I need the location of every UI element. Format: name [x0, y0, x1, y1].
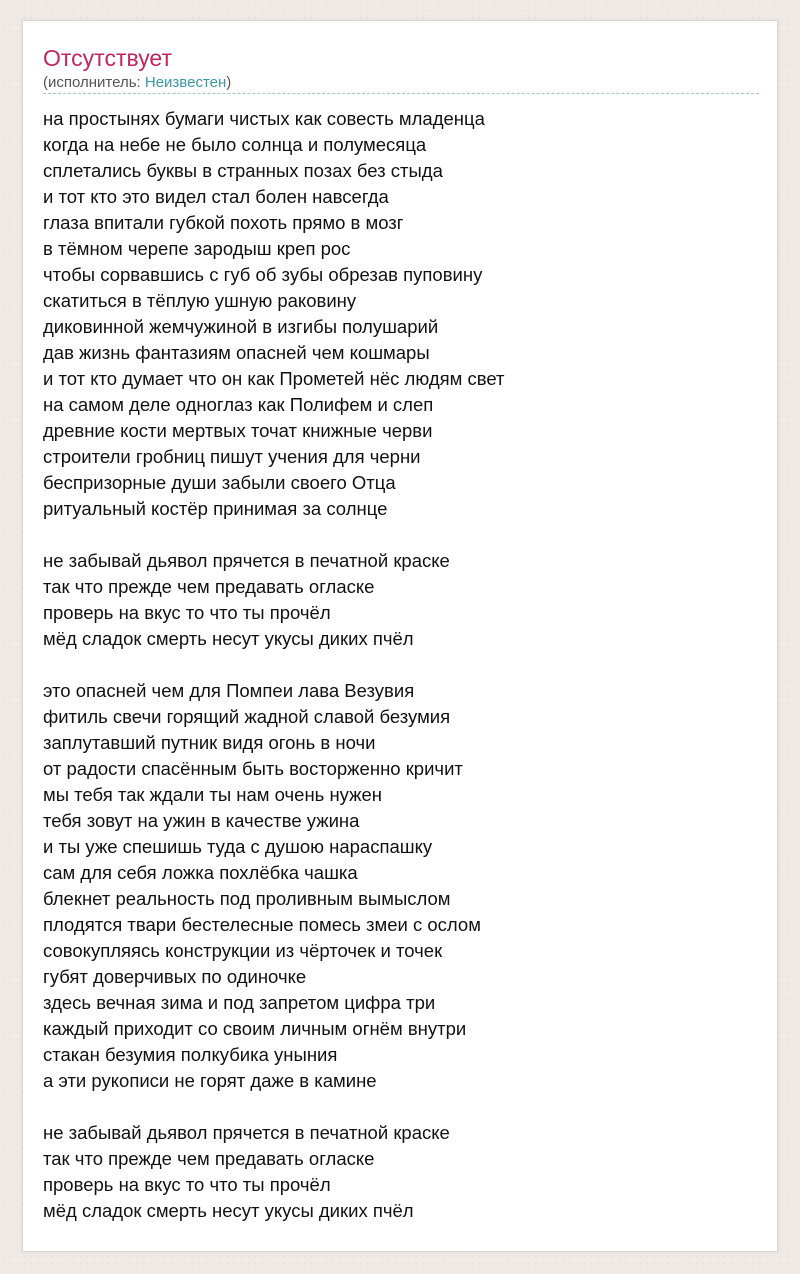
lyric-line: строители гробниц пишут учения для черни	[43, 446, 421, 467]
artist-line	[43, 73, 231, 93]
lyric-line: сплетались буквы в странных позах без стыда	[43, 160, 443, 181]
lyric-line: когда на небе не было солнца и полумесяца	[43, 134, 427, 155]
lyric-line: и ты уже спешишь туда с душою нараспашку	[43, 836, 433, 857]
lyric-line: каждый приходит со своим личным огнём внутри	[43, 1018, 467, 1039]
lyric-line: заплутавший путник видя огонь в ночи	[43, 732, 376, 753]
lyric-line: не забывай дьявол прячется в печатной краске	[43, 550, 450, 571]
lyric-line: это опасней чем для Помпеи лава Везувия	[43, 680, 415, 701]
lyric-line: фитиль свечи горящий жадной славой безумия	[43, 706, 451, 727]
lyric-line: тебя зовут на ужин в качестве ужина	[43, 810, 360, 831]
lyric-line: плодятся твари бестелесные помесь змеи с ослом	[43, 914, 481, 935]
lyric-line: в тёмном черепе зародыш креп рос	[43, 238, 351, 259]
lyric-line: от радости спасённым быть восторженно кричит	[43, 758, 463, 779]
artist-prefix: (исполнитель:	[43, 74, 145, 91]
lyric-line: древние кости мертвых точат книжные черви	[43, 420, 433, 441]
lyric-line: дав жизнь фантазиям опасней чем кошмары	[43, 342, 430, 363]
artist-link[interactable]: Неизвестен	[144, 74, 227, 91]
lyric-line: диковинной жемчужиной в изгибы полушарий	[43, 316, 439, 337]
title-divider	[43, 93, 759, 94]
lyric-line: мы тебя так ждали ты нам очень нужен	[43, 784, 382, 805]
lyric-line: на самом деле одноглаз как Полифем и слеп	[43, 394, 434, 415]
lyric-line: мёд сладок смерть несут укусы диких пчёл	[43, 1200, 414, 1221]
lyric-line: блекнет реальность под проливным вымыслом	[43, 888, 451, 909]
stanza	[43, 678, 763, 1094]
lyric-line: не забывай дьявол прячется в печатной краске	[43, 1122, 450, 1143]
stanza	[43, 1120, 763, 1224]
lyric-line: здесь вечная зима и под запретом цифра три	[43, 992, 436, 1013]
lyric-line: на простынях бумаги чистых как совесть младенца	[43, 108, 485, 129]
artist-suffix: )	[226, 74, 232, 91]
lyric-line: чтобы сорвавшись с губ об зубы обрезав пуповину	[43, 264, 483, 285]
lyric-line: беспризорные души забыли своего Отца	[43, 472, 396, 493]
lyric-line: и тот кто это видел стал болен навсегда	[43, 186, 389, 207]
lyric-line: проверь на вкус то что ты прочёл	[43, 1174, 331, 1195]
lyrics-text	[43, 106, 763, 1224]
lyric-line: совокупляясь конструкции из чёрточек и точек	[43, 940, 443, 961]
lyric-line: а эти рукописи не горят даже в камине	[43, 1070, 377, 1091]
lyric-line: и тот кто думает что он как Прометей нёс людям свет	[43, 368, 505, 389]
lyric-line: так что прежде чем предавать огласке	[43, 1148, 375, 1169]
lyrics-card	[22, 20, 778, 1252]
lyric-line: проверь на вкус то что ты прочёл	[43, 602, 331, 623]
lyric-line: губят доверчивых по одиночке	[43, 966, 307, 987]
lyric-line: так что прежде чем предавать огласке	[43, 576, 375, 597]
stanza	[43, 106, 763, 522]
lyric-line: сам для себя ложка похлёбка чашка	[43, 862, 358, 883]
lyric-line: мёд сладок смерть несут укусы диких пчёл	[43, 628, 414, 649]
lyric-line: скатиться в тёплую ушную раковину	[43, 290, 357, 311]
song-title: Отсутствует	[43, 45, 172, 71]
lyric-line: стакан безумия полкубика уныния	[43, 1044, 338, 1065]
lyric-line: глаза впитали губкой похоть прямо в мозг	[43, 212, 404, 233]
lyric-line: ритуальный костёр принимая за солнце	[43, 498, 388, 519]
stanza	[43, 548, 763, 652]
